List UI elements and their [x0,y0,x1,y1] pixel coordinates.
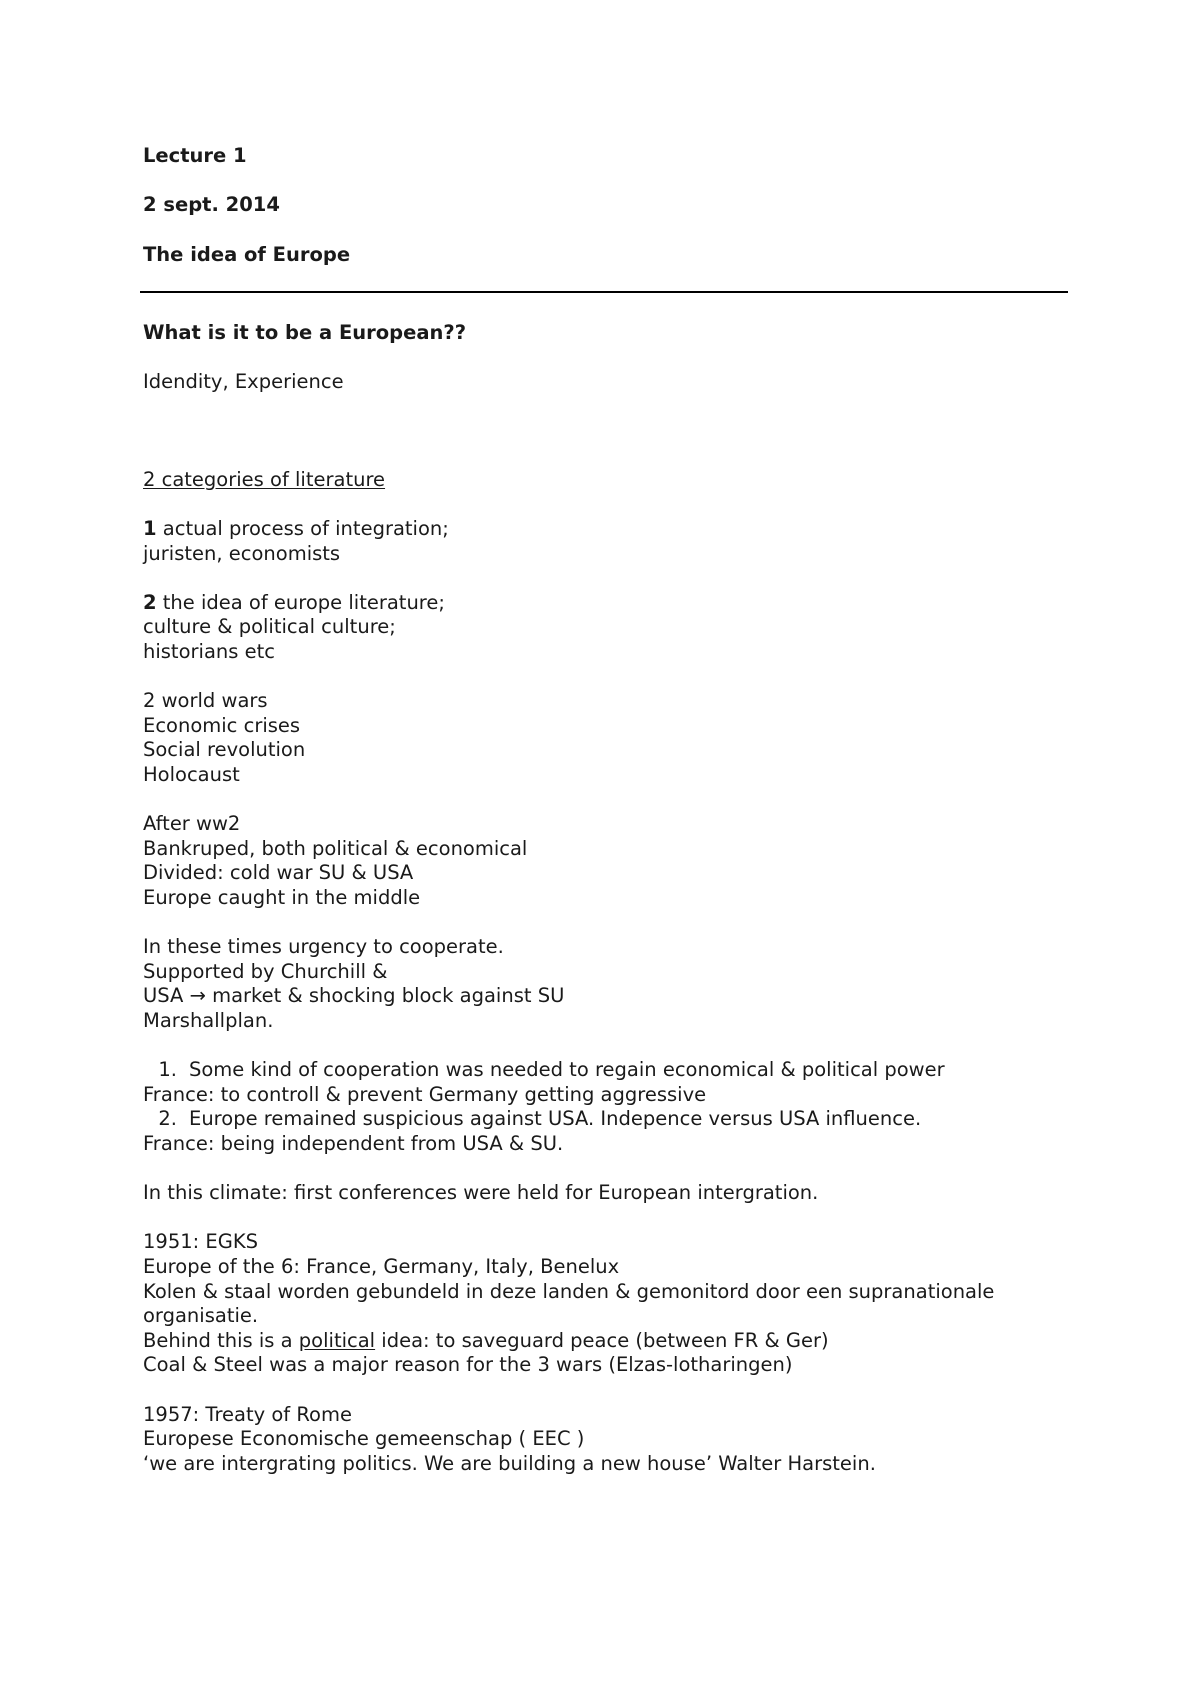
political-emphasis: political [298,1329,376,1352]
egks-line: organisatie. [143,1304,259,1327]
egks-line-part: Behind this is a [143,1329,299,1352]
egks-line: 1951: EGKS [143,1230,258,1253]
cat1-number: 1 [143,517,157,540]
egks-line: Coal & Steel was a major reason for the 3 wars (Elzas-lotharingen) [143,1353,793,1376]
numbered-item-2 [143,1106,921,1131]
numbered-item-2-note: France: being independent from USA & SU. [143,1132,564,1155]
egks-line-part: idea: to saveguard peace (between FR & Ger) [375,1329,829,1352]
after-ww2-line: Europe caught in the middle [143,886,421,909]
list-text: Some kind of cooperation was needed to regain economical & political power [189,1058,945,1081]
list-number: 2. [158,1107,177,1130]
event-item: Holocaust [143,763,240,786]
cat1-text: actual process of integration; [156,517,449,540]
event-item: Social revolution [143,738,306,761]
egks-line: Europe of the 6: France, Germany, Italy, Benelux [143,1255,620,1278]
event-item: 2 world wars [143,689,268,712]
after-ww2-line: Divided: cold war SU & USA [143,861,414,884]
event-item: Economic crises [143,714,301,737]
egks-line: Kolen & staal worden gebundeld in deze landen & gemonitord door een supranationale [143,1280,995,1303]
literature-heading: 2 categories of literature [143,468,386,491]
literature-cat2-line2: culture & political culture; [143,615,396,638]
literature-cat2 [143,590,445,615]
literature-cat2-line3: historians etc [143,640,275,663]
cooperation-line: USA → market & shocking block against SU [143,984,565,1007]
cooperation-line: In these times urgency to cooperate. [143,935,504,958]
cat2-text: the idea of europe literature; [156,591,445,614]
question-answer: Idendity, Experience [143,370,344,393]
lecture-title: The idea of Europe [143,243,351,266]
numbered-item-1 [143,1057,945,1082]
cooperation-line: Supported by Churchill & [143,960,388,983]
literature-cat1 [143,516,449,541]
after-ww2-line: After ww2 [143,812,241,835]
egks-line [143,1328,829,1353]
climate-line: In this climate: first conferences were held for European intergration. [143,1181,819,1204]
rome-line: Europese Economische gemeenschap ( EEC ) [143,1427,585,1450]
lecture-label: Lecture 1 [143,144,247,167]
question-heading: What is it to be a European?? [143,321,467,344]
numbered-item-1-note: France: to controll & prevent Germany getting aggressive [143,1083,707,1106]
horizontal-divider [140,291,1068,293]
list-number: 1. [158,1058,177,1081]
rome-line: 1957: Treaty of Rome [143,1403,352,1426]
cooperation-line: Marshallplan. [143,1009,274,1032]
list-text: Europe remained suspicious against USA. Indepence versus USA influence. [189,1107,922,1130]
literature-cat1-line2: juristen, economists [143,542,341,565]
rome-quote: ‘we are intergrating politics. We are building a new house’ Walter Harstein. [143,1452,876,1475]
lecture-date: 2 sept. 2014 [143,193,280,216]
cat2-number: 2 [143,591,157,614]
after-ww2-line: Bankruped, both political & economical [143,837,528,860]
